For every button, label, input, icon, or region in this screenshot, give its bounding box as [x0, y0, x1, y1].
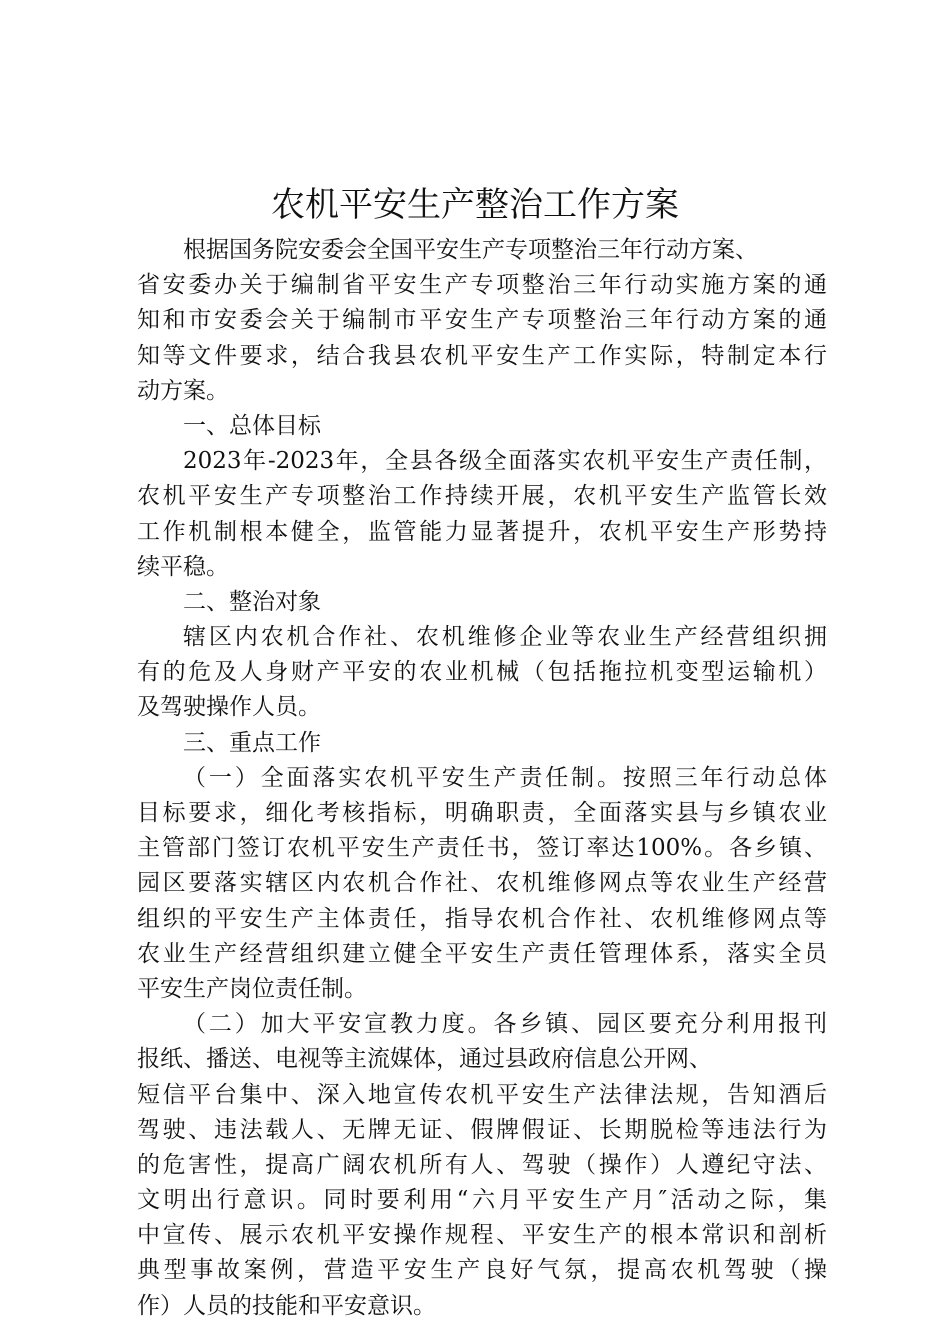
paragraph-line: 工作机制根本健全，监管能力显著提升，农机平安生产形势持: [137, 518, 827, 545]
paragraph: [137, 409, 827, 444]
paragraph-line: 知等文件要求，结合我县农机平安生产工作实际，特制定本行: [137, 342, 827, 369]
paragraph: [137, 1007, 827, 1324]
document-title: 农机平安生产整治工作方案: [271, 185, 679, 225]
paragraph-line: 园区要落实辖区内农机合作社、农机维修网点等农业生产经营: [137, 870, 827, 897]
paragraph-line: 根据国务院安委会全国平安生产专项整治三年行动方案、: [183, 237, 758, 263]
paragraph-line: 有的危及人身财产平安的农业机械（包括拖拉机变型运输机）: [137, 659, 827, 686]
paragraph-line: 辖区内农机合作社、农机维修企业等农业生产经营组织拥: [183, 624, 827, 651]
paragraph: [137, 761, 827, 1007]
paragraph-line: 驾驶、违法载人、无牌无证、假牌假证、长期脱检等违法行为: [137, 1116, 827, 1143]
paragraph-line: 省安委办关于编制省平安生产专项整治三年行动实施方案的通: [137, 272, 827, 299]
paragraph-line: 作）人员的技能和平安意识。: [137, 1292, 436, 1319]
paragraph-line: 主管部门签订农机平安生产责任书，签订率达100%。各乡镇、: [137, 835, 827, 862]
paragraph-line: 一、总体目标: [183, 412, 321, 439]
paragraph-line: 文明出行意识。同时要利用“六月平安生产月″活动之际，集: [137, 1187, 827, 1214]
paragraph: [137, 620, 827, 726]
paragraph-line: 中宣传、展示农机平安操作规程、平安生产的根本常识和剖析: [137, 1222, 827, 1249]
paragraph-line: 二、整治对象: [183, 588, 321, 615]
paragraph-line: （二）加大平安宣教力度。各乡镇、园区要充分利用报刊: [183, 1011, 827, 1038]
paragraph: [137, 726, 827, 761]
paragraph-line: 2023年-2023年，全县各级全面落实农机平安生产责任制，: [183, 448, 827, 475]
paragraph-line: 农业生产经营组织建立健全平安生产责任管理体系，落实全员: [137, 940, 827, 967]
paragraph-line: 组织的平安生产主体责任，指导农机合作社、农机维修网点等: [137, 905, 827, 932]
paragraph-line: 平安生产岗位责任制。: [137, 975, 367, 1002]
paragraph-line: 三、重点工作: [183, 729, 321, 756]
document-body: [137, 233, 827, 1324]
paragraph: [137, 585, 827, 620]
paragraph-line: 续平稳。: [137, 553, 229, 580]
paragraph-line: （一）全面落实农机平安生产责任制。按照三年行动总体: [183, 764, 827, 791]
paragraph-line: 短信平台集中、深入地宣传农机平安生产法律法规，告知酒后: [137, 1081, 827, 1108]
paragraph-line: 报纸、播送、电视等主流媒体，通过县政府信息公开网、: [137, 1046, 712, 1073]
paragraph: [137, 233, 827, 409]
paragraph-line: 典型事故案例，营造平安生产良好气氛，提高农机驾驶（操: [137, 1257, 827, 1284]
paragraph-line: 及驾驶操作人员。: [137, 694, 321, 721]
paragraph-line: 的危害性，提高广阔农机所有人、驾驶（操作）人遵纪守法、: [137, 1151, 827, 1178]
paragraph-line: 农机平安生产专项整治工作持续开展，农机平安生产监管长效: [137, 483, 827, 510]
paragraph-line: 知和市安委会关于编制市平安生产专项整治三年行动方案的通: [137, 307, 827, 334]
paragraph: [137, 444, 827, 585]
paragraph-line: 目标要求，细化考核指标，明确职责，全面落实县与乡镇农业: [137, 800, 827, 826]
paragraph-line: 动方案。: [137, 377, 229, 404]
